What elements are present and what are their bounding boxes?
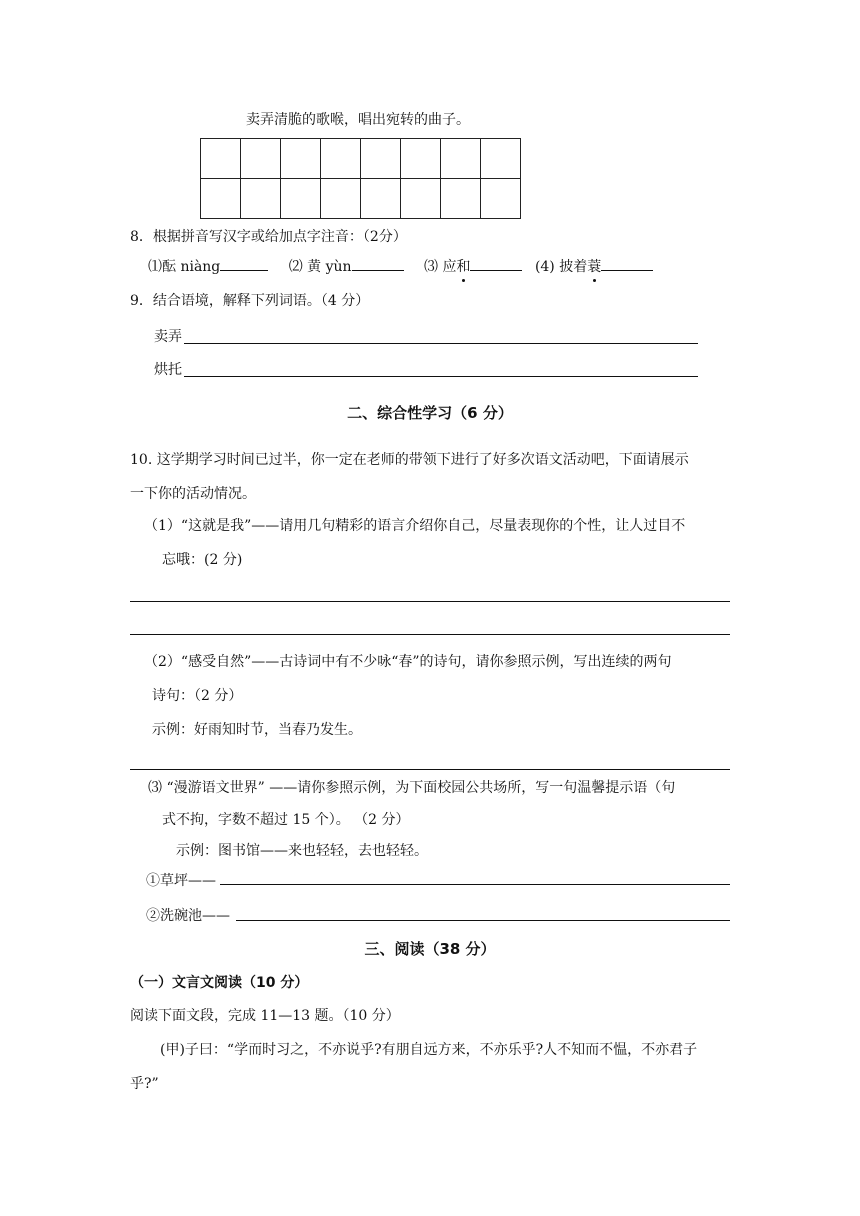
q9-answer-line-1[interactable] — [184, 343, 698, 344]
q8-item3: ⑶ 应 — [424, 259, 457, 275]
q9-answer-line-2[interactable] — [184, 376, 698, 377]
p3-line1: ⑶ “漫游语文世界” ——请你参照示例，为下面校园公共场所，写一句温馨提示语（句 — [148, 780, 676, 796]
grid-cell[interactable] — [441, 139, 481, 179]
p3-answer-line-2[interactable] — [236, 920, 730, 921]
p3-line2: 式不拘，字数不超过 15 个）。 （2 分） — [162, 812, 410, 828]
grid-cell[interactable] — [321, 179, 361, 219]
q9-word2: 烘托 — [154, 362, 182, 378]
q9-prompt: 9．结合语境，解释下列词语。（4 分） — [130, 293, 370, 309]
p1-line1: （1）“这就是我”——请用几句精彩的语言介绍你自己，尽量表现你的个性，让人过目不 — [144, 518, 686, 534]
p1-answer-line-1[interactable] — [130, 601, 730, 602]
grid-cell[interactable] — [401, 139, 441, 179]
p1-line2: 忘哦：(2 分) — [162, 552, 243, 568]
grid-cell[interactable] — [441, 179, 481, 219]
classical-text-line2: 乎?” — [130, 1076, 159, 1092]
copy-sentence: 卖弄清脆的歌喉，唱出宛转的曲子。 — [246, 112, 470, 128]
q10-line2: 一下你的活动情况。 — [130, 486, 256, 502]
grid-cell[interactable] — [281, 179, 321, 219]
writing-grid[interactable] — [200, 138, 521, 219]
q8-prompt: 8．根据拼音写汉字或给加点字注音：（2分） — [130, 229, 407, 245]
q8-blank-4[interactable] — [601, 256, 653, 271]
grid-cell[interactable] — [361, 179, 401, 219]
p2-line2: 诗句：（2 分） — [152, 688, 243, 704]
p3-item2: ②洗碗池—— — [146, 908, 230, 924]
grid-cell[interactable] — [201, 179, 241, 219]
q8-blank-3[interactable] — [470, 256, 522, 271]
grid-cell[interactable] — [481, 179, 521, 219]
grid-cell[interactable] — [241, 139, 281, 179]
q8-item4: (4) 披着 — [534, 259, 588, 275]
p3-answer-line-1[interactable] — [220, 884, 730, 885]
q8-item1: ⑴酝 niàng — [148, 259, 221, 275]
grid-cell[interactable] — [481, 139, 521, 179]
grid-cell[interactable] — [201, 139, 241, 179]
q8-item2: ⑵ 黄 yùn — [288, 259, 352, 275]
grid-cell[interactable] — [321, 139, 361, 179]
section3-title: 三、阅读（38 分） — [364, 940, 496, 958]
q8-items — [148, 256, 653, 277]
p2-example: 示例：好雨知时节，当春乃发生。 — [152, 722, 362, 738]
q9-word1: 卖弄 — [154, 329, 182, 345]
grid-row — [201, 139, 521, 179]
q8-item4-dotted-char: 蓑 — [587, 259, 602, 275]
p3-example: 示例：图书馆——来也轻轻，去也轻轻。 — [176, 843, 428, 859]
q8-blank-2[interactable] — [352, 256, 404, 271]
grid-cell[interactable] — [361, 139, 401, 179]
section3-instruction: 阅读下面文段，完成 11—13 题。（10 分） — [130, 1008, 400, 1024]
q8-item3-dotted-char: 和 — [456, 259, 471, 275]
section2-title: 二、综合性学习（6 分） — [347, 404, 513, 422]
p3-item1: ①草坪—— — [146, 873, 216, 889]
classical-text-line1: (甲)子曰：“学而时习之，不亦说乎?有朋自远方来，不亦乐乎?人不知而不愠，不亦君子 — [160, 1042, 698, 1058]
q10-line1: 10. 这学期学习时间已过半，你一定在老师的带领下进行了好多次语文活动吧，下面请展示 — [130, 452, 689, 468]
p2-line1: （2）“感受自然”——古诗词中有不少咏“春”的诗句，请你参照示例，写出连续的两句 — [144, 654, 672, 670]
q8-blank-1[interactable] — [220, 256, 268, 271]
section3-sub1: （一）文言文阅读（10 分） — [130, 975, 309, 991]
grid-cell[interactable] — [281, 139, 321, 179]
grid-cell[interactable] — [241, 179, 281, 219]
p2-answer-line[interactable] — [130, 769, 730, 770]
grid-cell[interactable] — [401, 179, 441, 219]
grid-row — [201, 179, 521, 219]
p1-answer-line-2[interactable] — [130, 634, 730, 635]
